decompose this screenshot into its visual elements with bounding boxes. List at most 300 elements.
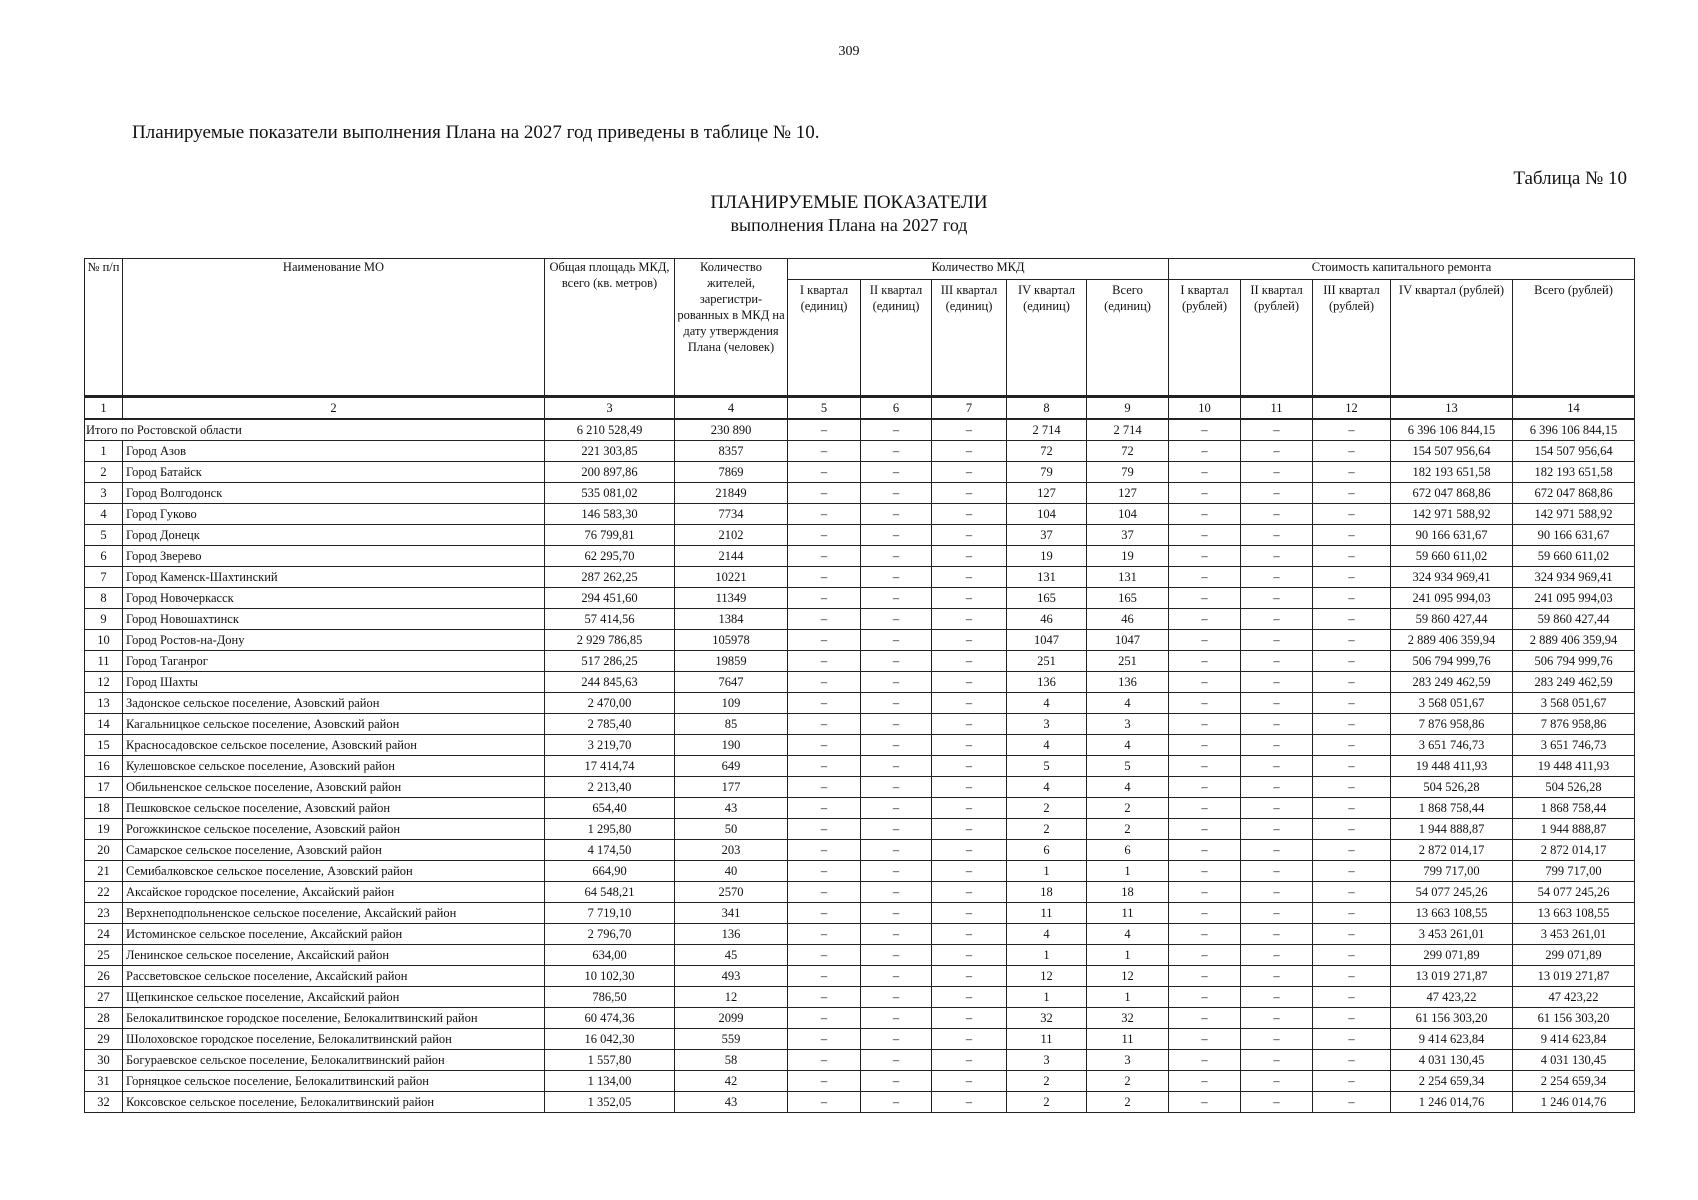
q1-rub-cell: – — [1169, 630, 1241, 651]
q2-units-cell: – — [861, 525, 932, 546]
q4-units-cell: 3 — [1007, 714, 1087, 735]
q3-rub-cell: – — [1313, 546, 1391, 567]
q4-units-cell: 1 — [1007, 861, 1087, 882]
row-number-cell: 16 — [85, 756, 123, 777]
q4-units-cell: 19 — [1007, 546, 1087, 567]
total-rub-cell: 799 717,00 — [1513, 861, 1635, 882]
total-rub-cell: 59 660 611,02 — [1513, 546, 1635, 567]
q4-units-cell: 2 — [1007, 1092, 1087, 1113]
q2-units-cell: – — [861, 861, 932, 882]
total-rub-cell: 61 156 303,20 — [1513, 1008, 1635, 1029]
q4-rub-cell: 59 860 427,44 — [1391, 609, 1513, 630]
mo-name-cell: Город Таганрог — [123, 651, 545, 672]
total-rub-cell: 3 651 746,73 — [1513, 735, 1635, 756]
total-rub-cell: 1 944 888,87 — [1513, 819, 1635, 840]
q3-rub-cell: – — [1313, 462, 1391, 483]
area-cell: 1 557,80 — [545, 1050, 675, 1071]
table-row — [85, 441, 1635, 462]
mo-name-cell: Город Донецк — [123, 525, 545, 546]
row-number-cell: 29 — [85, 1029, 123, 1050]
col-header-total-rub: Всего (рублей) — [1513, 280, 1635, 397]
table-row — [85, 672, 1635, 693]
q3-units-cell: – — [932, 693, 1007, 714]
q3-units-cell: – — [932, 945, 1007, 966]
column-number-cell: 1 — [85, 397, 123, 420]
q4-units-cell: 1 — [1007, 945, 1087, 966]
total-rub-cell: 3 568 051,67 — [1513, 693, 1635, 714]
total-units-cell: 136 — [1087, 672, 1169, 693]
area-cell: 1 134,00 — [545, 1071, 675, 1092]
residents-cell: 43 — [675, 1092, 788, 1113]
residents-cell: 21849 — [675, 483, 788, 504]
total-units-cell: 2 — [1087, 1071, 1169, 1092]
total-units-cell: 32 — [1087, 1008, 1169, 1029]
q4-units-cell: 251 — [1007, 651, 1087, 672]
q4-rub-cell: 504 526,28 — [1391, 777, 1513, 798]
q4-rub-cell: 3 651 746,73 — [1391, 735, 1513, 756]
q1-rub-cell: – — [1169, 819, 1241, 840]
area-cell: 2 929 786,85 — [545, 630, 675, 651]
q4-units-cell: 4 — [1007, 693, 1087, 714]
area-cell: 287 262,25 — [545, 567, 675, 588]
area-cell: 10 102,30 — [545, 966, 675, 987]
q2-rub-cell: – — [1241, 546, 1313, 567]
table-row — [85, 987, 1635, 1008]
q1-units-cell: – — [788, 546, 861, 567]
total-units-cell: 19 — [1087, 546, 1169, 567]
q2-units-cell: – — [861, 1092, 932, 1113]
q2-units-cell: – — [861, 693, 932, 714]
total-rub-cell: 182 193 651,58 — [1513, 462, 1635, 483]
q1-units-cell: – — [788, 609, 861, 630]
q3-rub-cell: – — [1313, 945, 1391, 966]
residents-cell: 85 — [675, 714, 788, 735]
mo-name-cell: Богураевское сельское поселение, Белокалитвинский район — [123, 1050, 545, 1071]
total-units-cell: 1047 — [1087, 630, 1169, 651]
q1-rub-cell: – — [1169, 840, 1241, 861]
total-units-cell: 104 — [1087, 504, 1169, 525]
q2-units-cell: – — [861, 924, 932, 945]
total-q4-rub: 6 396 106 844,15 — [1391, 419, 1513, 441]
total-rub-cell: 1 246 014,76 — [1513, 1092, 1635, 1113]
q3-units-cell: – — [932, 777, 1007, 798]
q4-rub-cell: 154 507 956,64 — [1391, 441, 1513, 462]
total-rub-cell: 1 868 758,44 — [1513, 798, 1635, 819]
q4-rub-cell: 3 453 261,01 — [1391, 924, 1513, 945]
q1-rub-cell: – — [1169, 924, 1241, 945]
column-number-cell: 4 — [675, 397, 788, 420]
area-cell: 7 719,10 — [545, 903, 675, 924]
q1-units-cell: – — [788, 504, 861, 525]
total-units-cell: 37 — [1087, 525, 1169, 546]
row-number-cell: 3 — [85, 483, 123, 504]
q2-units-cell: – — [861, 546, 932, 567]
q4-rub-cell: 142 971 588,92 — [1391, 504, 1513, 525]
area-cell: 221 303,85 — [545, 441, 675, 462]
column-number-cell: 12 — [1313, 397, 1391, 420]
table-row — [85, 903, 1635, 924]
q1-units-cell: – — [788, 819, 861, 840]
table-row — [85, 714, 1635, 735]
total-units-cell: 1 — [1087, 945, 1169, 966]
area-cell: 17 414,74 — [545, 756, 675, 777]
q2-units-cell: – — [861, 651, 932, 672]
mo-name-cell: Город Азов — [123, 441, 545, 462]
q4-rub-cell: 672 047 868,86 — [1391, 483, 1513, 504]
q1-rub-cell: – — [1169, 1029, 1241, 1050]
total-units-cell: 4 — [1087, 777, 1169, 798]
total-units-cell: 5 — [1087, 756, 1169, 777]
table-row — [85, 630, 1635, 651]
total-units-cell: 79 — [1087, 462, 1169, 483]
q4-units-cell: 2 — [1007, 798, 1087, 819]
column-number-cell: 13 — [1391, 397, 1513, 420]
mo-name-cell: Щепкинское сельское поселение, Аксайский район — [123, 987, 545, 1008]
total-rub-cell: 47 423,22 — [1513, 987, 1635, 1008]
table-row — [85, 735, 1635, 756]
q3-rub-cell: – — [1313, 882, 1391, 903]
q1-units-cell: – — [788, 672, 861, 693]
table-row — [85, 924, 1635, 945]
col-header-q1-units: I квартал (единиц) — [788, 280, 861, 397]
q3-rub-cell: – — [1313, 609, 1391, 630]
total-units-cell: 4 — [1087, 735, 1169, 756]
residents-cell: 19859 — [675, 651, 788, 672]
residents-cell: 43 — [675, 798, 788, 819]
total-rub-cell: 142 971 588,92 — [1513, 504, 1635, 525]
residents-cell: 341 — [675, 903, 788, 924]
table-heading — [0, 192, 1698, 236]
total-q4-units: 2 714 — [1007, 419, 1087, 441]
total-rub-cell: 9 414 623,84 — [1513, 1029, 1635, 1050]
q2-units-cell: – — [861, 609, 932, 630]
q2-rub-cell: – — [1241, 945, 1313, 966]
q1-units-cell: – — [788, 714, 861, 735]
q1-units-cell: – — [788, 1050, 861, 1071]
area-cell: 2 213,40 — [545, 777, 675, 798]
q3-rub-cell: – — [1313, 861, 1391, 882]
row-number-cell: 26 — [85, 966, 123, 987]
mo-name-cell: Истоминское сельское поселение, Аксайский район — [123, 924, 545, 945]
table-row — [85, 840, 1635, 861]
q3-units-cell: – — [932, 1008, 1007, 1029]
q2-units-cell: – — [861, 672, 932, 693]
q2-rub-cell: – — [1241, 1050, 1313, 1071]
total-rub-cell: 4 031 130,45 — [1513, 1050, 1635, 1071]
q3-rub-cell: – — [1313, 1029, 1391, 1050]
q1-rub-cell: – — [1169, 567, 1241, 588]
q1-rub-cell: – — [1169, 1050, 1241, 1071]
q2-rub-cell: – — [1241, 819, 1313, 840]
total-rub-cell: 2 889 406 359,94 — [1513, 630, 1635, 651]
total-units-cell: 4 — [1087, 693, 1169, 714]
q2-units-cell: – — [861, 1008, 932, 1029]
q3-units-cell: – — [932, 672, 1007, 693]
total-units-cell: 251 — [1087, 651, 1169, 672]
q3-rub-cell: – — [1313, 441, 1391, 462]
q2-units-cell: – — [861, 966, 932, 987]
mo-name-cell: Горняцкое сельское поселение, Белокалитвинский район — [123, 1071, 545, 1092]
q3-units-cell: – — [932, 819, 1007, 840]
column-number-cell: 8 — [1007, 397, 1087, 420]
q2-units-cell: – — [861, 483, 932, 504]
q3-rub-cell: – — [1313, 924, 1391, 945]
residents-cell: 40 — [675, 861, 788, 882]
mo-name-cell: Обильненское сельское поселение, Азовский район — [123, 777, 545, 798]
q4-units-cell: 32 — [1007, 1008, 1087, 1029]
q1-units-cell: – — [788, 945, 861, 966]
total-rub: 6 396 106 844,15 — [1513, 419, 1635, 441]
total-rub-cell: 241 095 994,03 — [1513, 588, 1635, 609]
total-units-cell: 18 — [1087, 882, 1169, 903]
q2-rub-cell: – — [1241, 924, 1313, 945]
area-cell: 64 548,21 — [545, 882, 675, 903]
q4-rub-cell: 1 868 758,44 — [1391, 798, 1513, 819]
total-area: 6 210 528,49 — [545, 419, 675, 441]
q1-rub-cell: – — [1169, 651, 1241, 672]
q1-units-cell: – — [788, 735, 861, 756]
total-rub-cell: 3 453 261,01 — [1513, 924, 1635, 945]
q3-units-cell: – — [932, 903, 1007, 924]
q1-rub-cell: – — [1169, 672, 1241, 693]
q3-units-cell: – — [932, 714, 1007, 735]
table-row — [85, 525, 1635, 546]
total-rub-cell: 19 448 411,93 — [1513, 756, 1635, 777]
q4-rub-cell: 13 663 108,55 — [1391, 903, 1513, 924]
residents-cell: 42 — [675, 1071, 788, 1092]
q4-rub-cell: 1 246 014,76 — [1391, 1092, 1513, 1113]
residents-cell: 2144 — [675, 546, 788, 567]
table-row — [85, 651, 1635, 672]
q2-rub-cell: – — [1241, 1008, 1313, 1029]
q1-units-cell: – — [788, 777, 861, 798]
total-q1-rub: – — [1169, 419, 1241, 441]
q3-units-cell: – — [932, 1050, 1007, 1071]
mo-name-cell: Пешковское сельское поселение, Азовский район — [123, 798, 545, 819]
q1-units-cell: – — [788, 903, 861, 924]
q2-rub-cell: – — [1241, 966, 1313, 987]
q1-units-cell: – — [788, 798, 861, 819]
mo-name-cell: Коксовское сельское поселение, Белокалитвинский район — [123, 1092, 545, 1113]
residents-cell: 2099 — [675, 1008, 788, 1029]
column-number-cell: 11 — [1241, 397, 1313, 420]
q3-units-cell: – — [932, 1071, 1007, 1092]
mo-name-cell: Город Ростов-на-Дону — [123, 630, 545, 651]
table-row — [85, 1029, 1635, 1050]
q4-units-cell: 11 — [1007, 903, 1087, 924]
row-number-cell: 27 — [85, 987, 123, 1008]
residents-cell: 7869 — [675, 462, 788, 483]
q4-rub-cell: 2 889 406 359,94 — [1391, 630, 1513, 651]
q2-units-cell: – — [861, 504, 932, 525]
q4-units-cell: 6 — [1007, 840, 1087, 861]
total-units-cell: 12 — [1087, 966, 1169, 987]
mo-name-cell: Верхнеподпольненское сельское поселение, Аксайский район — [123, 903, 545, 924]
table-row — [85, 546, 1635, 567]
area-cell: 2 470,00 — [545, 693, 675, 714]
table-row — [85, 882, 1635, 903]
total-rub-cell: 7 876 958,86 — [1513, 714, 1635, 735]
row-number-cell: 10 — [85, 630, 123, 651]
mo-name-cell: Ленинское сельское поселение, Аксайский район — [123, 945, 545, 966]
col-header-q2-units: II квартал (единиц) — [861, 280, 932, 397]
residents-cell: 109 — [675, 693, 788, 714]
total-rub-cell: 299 071,89 — [1513, 945, 1635, 966]
q1-rub-cell: – — [1169, 777, 1241, 798]
col-header-name: Наименование МО — [123, 259, 545, 397]
q4-rub-cell: 54 077 245,26 — [1391, 882, 1513, 903]
col-header-total-units: Всего (единиц) — [1087, 280, 1169, 397]
row-number-cell: 9 — [85, 609, 123, 630]
q3-units-cell: – — [932, 462, 1007, 483]
area-cell: 4 174,50 — [545, 840, 675, 861]
row-number-cell: 19 — [85, 819, 123, 840]
q2-rub-cell: – — [1241, 1071, 1313, 1092]
column-number-cell: 14 — [1513, 397, 1635, 420]
area-cell: 146 583,30 — [545, 504, 675, 525]
residents-cell: 105978 — [675, 630, 788, 651]
area-cell: 3 219,70 — [545, 735, 675, 756]
row-number-cell: 5 — [85, 525, 123, 546]
mo-name-cell: Город Гуково — [123, 504, 545, 525]
total-rub-cell: 2 254 659,34 — [1513, 1071, 1635, 1092]
column-number-cell: 2 — [123, 397, 545, 420]
col-header-q4-rub: IV квартал (рублей) — [1391, 280, 1513, 397]
total-q3-rub: – — [1313, 419, 1391, 441]
residents-cell: 190 — [675, 735, 788, 756]
row-number-cell: 21 — [85, 861, 123, 882]
q4-rub-cell: 182 193 651,58 — [1391, 462, 1513, 483]
mo-name-cell: Аксайское городское поселение, Аксайский район — [123, 882, 545, 903]
q3-rub-cell: – — [1313, 903, 1391, 924]
q1-units-cell: – — [788, 924, 861, 945]
total-rub-cell: 54 077 245,26 — [1513, 882, 1635, 903]
q3-units-cell: – — [932, 798, 1007, 819]
residents-cell: 45 — [675, 945, 788, 966]
total-units-cell: 11 — [1087, 903, 1169, 924]
q4-rub-cell: 799 717,00 — [1391, 861, 1513, 882]
q2-rub-cell: – — [1241, 987, 1313, 1008]
total-rub-cell: 13 019 271,87 — [1513, 966, 1635, 987]
heading-subtitle: выполнения Плана на 2027 год — [730, 215, 968, 235]
q4-units-cell: 104 — [1007, 504, 1087, 525]
q1-units-cell: – — [788, 462, 861, 483]
q4-rub-cell: 9 414 623,84 — [1391, 1029, 1513, 1050]
total-q3-units: – — [932, 419, 1007, 441]
area-cell: 535 081,02 — [545, 483, 675, 504]
q2-units-cell: – — [861, 903, 932, 924]
page-number: 309 — [838, 44, 860, 59]
q4-units-cell: 1 — [1007, 987, 1087, 1008]
total-units-cell: 1 — [1087, 987, 1169, 1008]
total-rub-cell: 59 860 427,44 — [1513, 609, 1635, 630]
q4-units-cell: 79 — [1007, 462, 1087, 483]
q1-units-cell: – — [788, 525, 861, 546]
q4-units-cell: 1047 — [1007, 630, 1087, 651]
table-row — [85, 966, 1635, 987]
q1-rub-cell: – — [1169, 546, 1241, 567]
q1-units-cell: – — [788, 630, 861, 651]
residents-cell: 1384 — [675, 609, 788, 630]
mo-name-cell: Рогожкинское сельское поселение, Азовский район — [123, 819, 545, 840]
row-number-cell: 25 — [85, 945, 123, 966]
row-number-cell: 30 — [85, 1050, 123, 1071]
q2-rub-cell: – — [1241, 777, 1313, 798]
q4-rub-cell: 47 423,22 — [1391, 987, 1513, 1008]
row-number-cell: 24 — [85, 924, 123, 945]
total-q2-units: – — [861, 419, 932, 441]
table-row — [85, 1008, 1635, 1029]
q4-rub-cell: 2 872 014,17 — [1391, 840, 1513, 861]
q1-units-cell: – — [788, 840, 861, 861]
mo-name-cell: Рассветовское сельское поселение, Аксайский район — [123, 966, 545, 987]
mo-name-cell: Город Новочеркасск — [123, 588, 545, 609]
q2-rub-cell: – — [1241, 861, 1313, 882]
q3-units-cell: – — [932, 924, 1007, 945]
q2-rub-cell: – — [1241, 693, 1313, 714]
row-number-cell: 20 — [85, 840, 123, 861]
q4-rub-cell: 283 249 462,59 — [1391, 672, 1513, 693]
q2-rub-cell: – — [1241, 441, 1313, 462]
total-rub-cell: 283 249 462,59 — [1513, 672, 1635, 693]
q1-rub-cell: – — [1169, 462, 1241, 483]
row-number-cell: 7 — [85, 567, 123, 588]
q2-rub-cell: – — [1241, 609, 1313, 630]
q2-rub-cell: – — [1241, 882, 1313, 903]
q1-rub-cell: – — [1169, 756, 1241, 777]
q1-rub-cell: – — [1169, 903, 1241, 924]
table-row — [85, 819, 1635, 840]
q4-rub-cell: 90 166 631,67 — [1391, 525, 1513, 546]
q3-rub-cell: – — [1313, 840, 1391, 861]
total-units-cell: 3 — [1087, 714, 1169, 735]
area-cell: 1 295,80 — [545, 819, 675, 840]
q3-rub-cell: – — [1313, 1050, 1391, 1071]
residents-cell: 58 — [675, 1050, 788, 1071]
q1-rub-cell: – — [1169, 1008, 1241, 1029]
q2-units-cell: – — [861, 840, 932, 861]
total-units: 2 714 — [1087, 419, 1169, 441]
total-rub-cell: 504 526,28 — [1513, 777, 1635, 798]
column-number-cell: 9 — [1087, 397, 1169, 420]
total-rub-cell: 13 663 108,55 — [1513, 903, 1635, 924]
table-row — [85, 861, 1635, 882]
residents-cell: 2102 — [675, 525, 788, 546]
residents-cell: 8357 — [675, 441, 788, 462]
q2-rub-cell: – — [1241, 1029, 1313, 1050]
q3-units-cell: – — [932, 735, 1007, 756]
q1-rub-cell: – — [1169, 609, 1241, 630]
table-row — [85, 945, 1635, 966]
mo-name-cell: Город Шахты — [123, 672, 545, 693]
q3-units-cell: – — [932, 1029, 1007, 1050]
col-header-num: № п/п — [85, 259, 123, 397]
total-units-cell: 72 — [1087, 441, 1169, 462]
column-number-cell: 3 — [545, 397, 675, 420]
area-cell: 57 414,56 — [545, 609, 675, 630]
total-units-cell: 165 — [1087, 588, 1169, 609]
residents-cell: 2570 — [675, 882, 788, 903]
q2-rub-cell: – — [1241, 483, 1313, 504]
total-rub-cell: 90 166 631,67 — [1513, 525, 1635, 546]
q4-units-cell: 136 — [1007, 672, 1087, 693]
table-row — [85, 588, 1635, 609]
column-number-cell: 5 — [788, 397, 861, 420]
row-number-cell: 6 — [85, 546, 123, 567]
q2-rub-cell: – — [1241, 840, 1313, 861]
q1-rub-cell: – — [1169, 441, 1241, 462]
q2-units-cell: – — [861, 819, 932, 840]
